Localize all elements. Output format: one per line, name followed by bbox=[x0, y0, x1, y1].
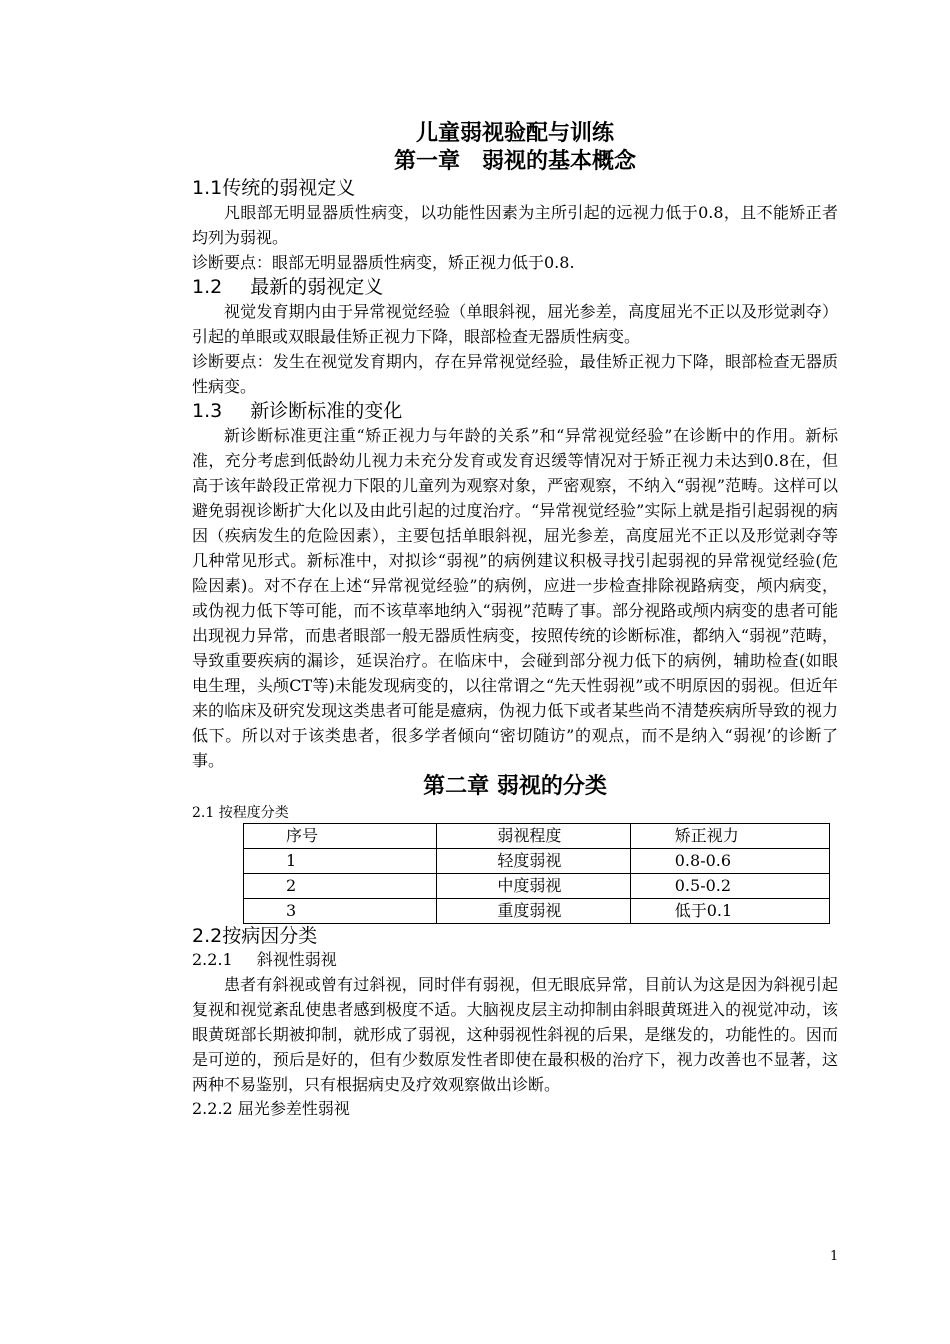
table-cell: 2 bbox=[244, 874, 437, 899]
table-cell: 轻度弱视 bbox=[437, 849, 630, 874]
document-content bbox=[192, 120, 838, 1121]
section-1-3-heading bbox=[192, 399, 838, 423]
amblyopia-grade-table bbox=[243, 823, 830, 924]
table-header-row bbox=[244, 824, 830, 849]
chapter-2-heading: 第二章 弱视的分类 bbox=[423, 774, 607, 799]
table-cell: 中度弱视 bbox=[437, 874, 630, 899]
section-number: 2.2.2 bbox=[192, 1099, 233, 1118]
section-2-2-heading bbox=[192, 924, 838, 948]
section-number: 1.2 bbox=[192, 276, 223, 298]
section-2-1-label: 2.1 按程度分类 bbox=[192, 805, 289, 821]
table-cell: 低于0.1 bbox=[630, 899, 829, 924]
section-1-3-paragraph: 新诊断标准更注重“矫正视力与年龄的关系”和“异常视觉经验”在诊断中的作用。新标准，充分考虑到低龄幼儿视力未充分发育或发育迟缓等情况对于矫正视力未达到0.8在，但高于该年龄段正常视力下限的儿童列为观察对象，严密观察，不纳入“弱视”范畴。这样可以避免弱视诊断扩大化以及由此引起的过度治疗。“异常视觉经验”实际上就是指引起弱视的病因（疾病发生的危险因素），主要包括单眼斜视，屈光参差，高度屈光不正以及形觉剥夺等几种常见形式。新标准中，对拟诊“弱视”的病例建议积极寻找引起弱视的异常视觉经验(危险因素)。对不存在上述“异常视觉经验”的病例，应进一步检查排除视路病变，颅内病变，或伪视力低下等可能，而不该草率地纳入“弱视”范畴了事。部分视路或颅内病变的患者可能出现视力异常，而患者眼部一般无器质性病变，按照传统的诊断标准，都纳入“弱视”范畴，导致重要疾病的漏诊，延误治疗。在临床中，会碰到部分视力低下的病例，辅助检查(如眼电生理，头颅CT等)未能发现病变的，以往常谓之“先天性弱视”或不明原因的弱视。但近年来的临床及研究发现这类患者可能是癔病，伪视力低下或者某些尚不清楚疾病所导致的视力低下。所以对于该类患者，很多学者倾向“密切随访”的观点，而不是纳入“弱视’的诊断了事。 bbox=[192, 426, 838, 770]
page-number: 1 bbox=[830, 1249, 839, 1264]
table-header-cell: 序号 bbox=[244, 824, 437, 849]
section-1-1-diagnosis: 诊断要点：眼部无明显器质性病变，矫正视力低于0.8. bbox=[192, 253, 575, 272]
table-cell: 3 bbox=[244, 899, 437, 924]
table-row bbox=[244, 849, 830, 874]
table-row bbox=[244, 899, 830, 924]
table-header-cell: 矫正视力 bbox=[630, 824, 829, 849]
table-cell: 重度弱视 bbox=[437, 899, 630, 924]
chapter-1-heading: 第一章 弱视的基本概念 bbox=[393, 149, 636, 174]
table-cell: 0.8-0.6 bbox=[630, 849, 829, 874]
section-1-2-heading bbox=[192, 275, 838, 299]
section-title: 最新的弱视定义 bbox=[250, 276, 384, 298]
table-cell: 1 bbox=[244, 849, 437, 874]
section-title: 传统的弱视定义 bbox=[222, 177, 356, 199]
section-title: 斜视性弱视 bbox=[256, 950, 337, 969]
section-number: 1.1 bbox=[192, 177, 223, 199]
section-1-1-paragraph: 凡眼部无明显器质性病变，以功能性因素为主所引起的远视力低于0.8，且不能矫正者均列为弱视。 bbox=[192, 203, 838, 247]
section-title: 新诊断标准的变化 bbox=[250, 400, 403, 422]
section-number: 1.3 bbox=[192, 400, 223, 422]
section-1-1-heading bbox=[192, 176, 838, 200]
section-title: 按病因分类 bbox=[222, 925, 318, 947]
section-2-2-1-paragraph: 患者有斜视或曾有过斜视，同时伴有弱视，但无眼底异常，目前认为这是因为斜视引起复视和视觉紊乱使患者感到极度不适。大脑视皮层主动抑制由斜眼黄斑进入的视觉冲动，该眼黄斑部长期被抑制，就形成了弱视，这种弱视性斜视的后果，是继发的，功能性的。因而是可逆的，预后是好的，但有少数原发性者即使在最积极的治疗下，视力改善也不显著，这两种不易鉴别，只有根据病史及疗效观察做出诊断。 bbox=[192, 975, 838, 1094]
section-1-2-diagnosis: 诊断要点：发生在视觉发育期内，存在异常视觉经验，最佳矫正视力下降，眼部检查无器质性病变。 bbox=[192, 352, 838, 396]
section-2-2-1-heading bbox=[192, 948, 838, 972]
table-row bbox=[244, 874, 830, 899]
table-cell: 0.5-0.2 bbox=[630, 874, 829, 899]
section-2-2-2-heading bbox=[192, 1097, 838, 1121]
section-number: 2.2.1 bbox=[192, 950, 233, 969]
table-header-cell: 弱视程度 bbox=[437, 824, 630, 849]
section-title: 屈光参差性弱视 bbox=[237, 1099, 350, 1118]
section-1-2-paragraph: 视觉发育期内由于异常视觉经验（单眼斜视，屈光参差，高度屈光不正以及形觉剥夺）引起的单眼或双眼最佳矫正视力下降，眼部检查无器质性病变。 bbox=[192, 302, 838, 346]
document-title: 儿童弱视验配与训练 bbox=[415, 121, 614, 146]
section-number: 2.2 bbox=[192, 925, 223, 947]
